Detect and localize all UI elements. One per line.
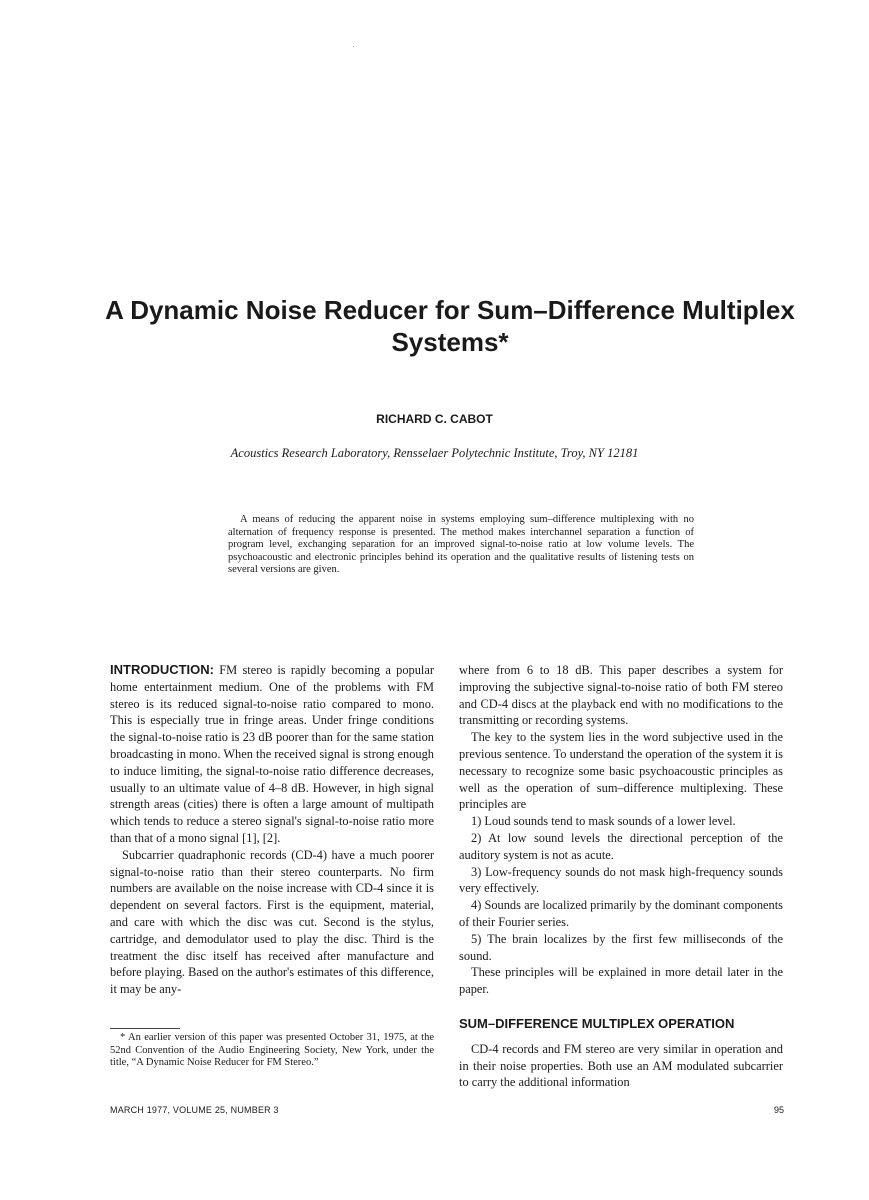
principle-item: 4) Sounds are localized primarily by the dominant components of their Fourier series. [459,898,783,929]
abstract: A means of reducing the apparent noise in systems employing sum–difference multiplexing with no alternation of frequency response is presented. The method makes interchannel separation a function of program level, exchanging separation for an improved signal-to-noise ratio at low volume levels. The psychoacoustic and electronic principles behind its operation and the qualitative results of listening tests on several versions are given. [228,514,694,576]
intro-paragraph-5: These principles will be explained in more detail later in the paper. [459,965,783,997]
principle-item: 5) The brain localizes by the first few milliseconds of the sound. [459,931,783,963]
intro-text-1: FM stereo is rapidly becoming a popular home entertainment medium. One of the problems with FM stereo is its reduced signal-to-noise ratio compared to mono. This is especially true in fringe areas. Under fringe conditions the signal-to-noise ratio is 23 dB poorer than for the same station broadcasting in mono. When the received signal is strong enough to induce limiting, the signal-to-noise ratio difference decreases, usually to an ultimate value of 4–8 dB. However, in high signal strength areas (cities) there is often a large amount of multipath which tends to reduce a stereo signal's signal-to-noise ratio more than that of a mono signal [1], [2]. [110,663,434,845]
right-column [459,662,783,1091]
section2-paragraph-1: CD-4 records and FM stereo are very similar in operation and in their noise properties. Both use an AM modulated subcarrier to carry the additional information [459,1041,783,1090]
section-heading: SUM–DIFFERENCE MULTIPLEX OPERATION [459,1015,735,1031]
principle-item: 1) Loud sounds tend to mask sounds of a lower level. [471,814,736,829]
footnote-rule [110,1028,180,1029]
footnote: * An earlier version of this paper was presented October 31, 1975, at the 52nd Convention of the Audio Engineering Society, New York, under the title, “A Dynamic Noise Reducer for FM Stereo.” [110,1032,434,1069]
page-number: 95 [773,1105,784,1115]
intro-paragraph-2: Subcarrier quadraphonic records (CD-4) have a much poorer signal-to-noise ratio than their stereo counterparts. No firm numbers are available on the noise increase with CD-4 since it is dependent on several factors. First is the equipment, material, and care with which the disc was cut. Second is the stylus, cartridge, and demodulator used to play the disc. Third is the treatment the disc itself has received after manufacture and before playing. Based on the author's estimates of this difference, it may be any- [110,847,434,997]
intro-paragraph-3: where from 6 to 18 dB. This paper describes a system for improving the subjective signal-to-noise ratio of both FM stereo and CD-4 discs at the playback end with no modifications to the transmitting or recording systems. [459,663,783,728]
author-name: RICHARD C. CABOT [376,412,493,426]
paper-title: A Dynamic Noise Reducer for Sum–Difference Multiplex Systems* [105,295,795,357]
intro-paragraph-1 [110,662,434,847]
intro-paragraph-4: The key to the system lies in the word subjective used in the previous sentence. To understand the operation of the system it is necessary to recognize some basic psychoacoustic principles as well as the operation of sum–difference multiplexing. These principles are [459,730,783,812]
principle-item: 2) At low sound levels the directional perception of the auditory system is not as acute. [459,830,783,862]
left-column [110,662,434,998]
principle-item: 3) Low-frequency sounds do not mask high-frequency sounds very effectively. [459,864,783,896]
journal-issue: MARCH 1977, VOLUME 25, NUMBER 3 [110,1105,279,1115]
author-affiliation: Acoustics Research Laboratory, Rensselaer Polytechnic Institute, Troy, NY 12181 [230,446,639,460]
intro-heading: INTRODUCTION: [110,662,214,677]
scan-speck [353,46,354,47]
